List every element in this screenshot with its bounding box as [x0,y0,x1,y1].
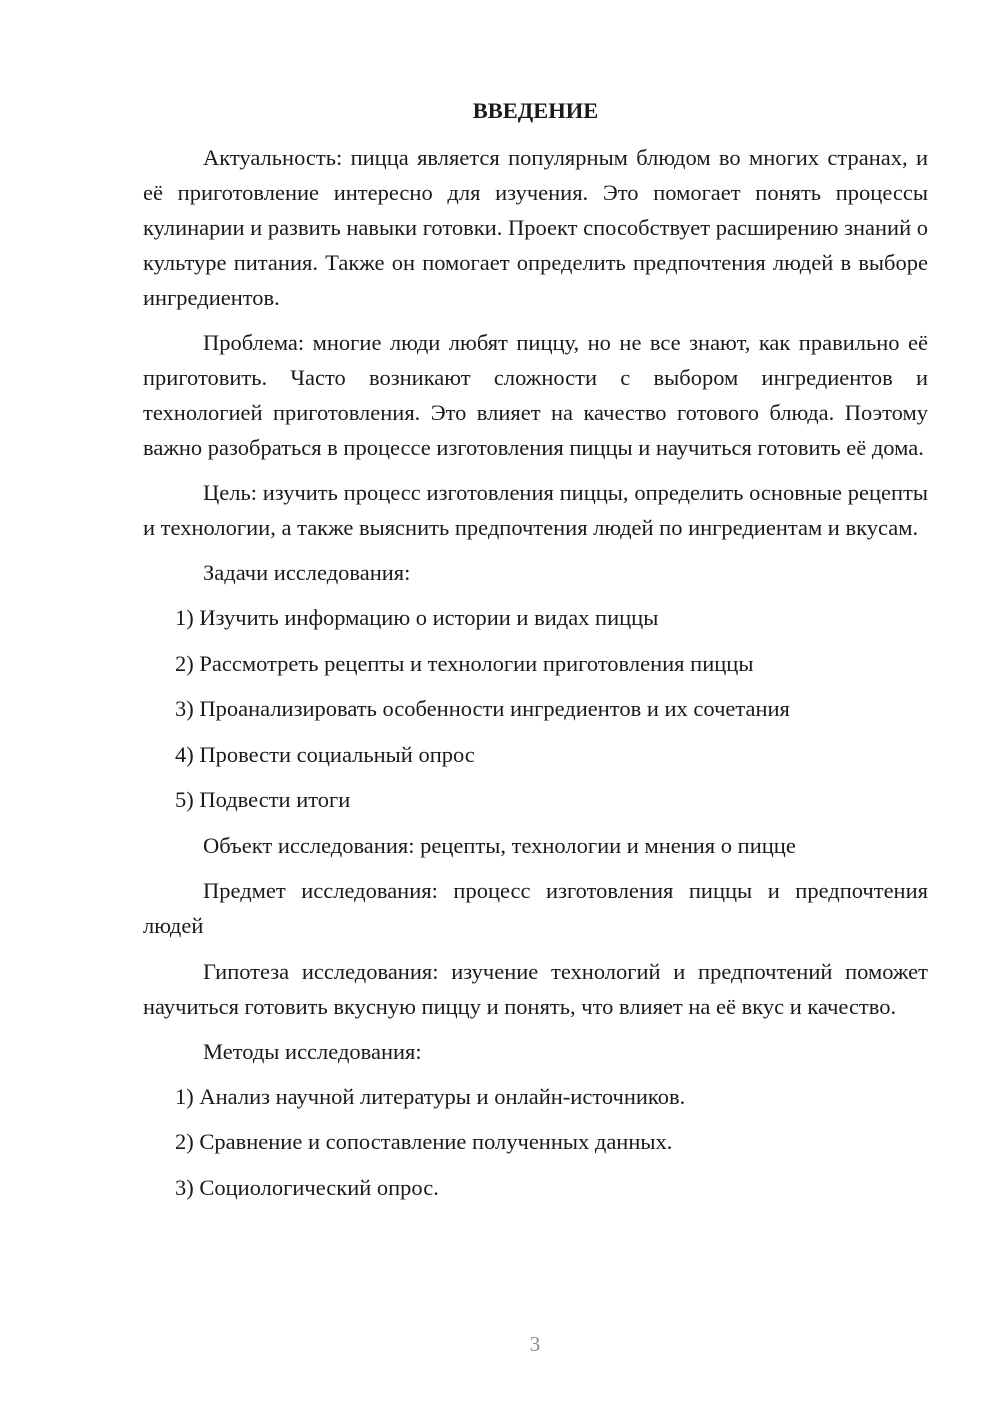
list-item: 3) Социологический опрос. [175,1174,439,1200]
list-item: 2) Рассмотреть рецепты и технологии приготовления пиццы [175,650,754,676]
methods-heading: Методы исследования: [203,1038,422,1064]
problem-paragraph: Проблема: многие люди любят пиццу, но не все знают, как правильно её приготовить. Часто возникают сложности с выбором ингредиентов и технологией приготовления. Это влияет на качество готового блюда. Поэтому важно разобраться в процессе изготовления пиццы и научиться готовить её дома. [143,330,928,460]
page-title: ВВЕДЕНИЕ [472,98,599,123]
relevance-paragraph: Актуальность: пицца является популярным блюдом во многих странах, и её приготовление интересно для изучения. Это помогает понять процессы кулинарии и развить навыки готовки. Проект способствует расширению знаний о культуре питания. Также он помогает определить предпочтения людей в выборе ингредиентов. [143,145,928,310]
hypothesis-paragraph: Гипотеза исследования: изучение технологий и предпочтений поможет научиться готовить вкусную пиццу и понять, что влияет на её вкус и качество. [143,958,928,1019]
page-number: 3 [529,1332,541,1356]
tasks-list [143,600,928,828]
methods-list [143,1079,928,1216]
subject-paragraph: Предмет исследования: процесс изготовления пиццы и предпочтения людей [143,877,928,938]
list-item: 2) Сравнение и сопоставление полученных данных. [175,1129,673,1154]
object-line: Объект исследования: рецепты, технологии и мнения о пицце [203,832,796,858]
list-item: 3) Проанализировать особенности ингредиентов и их сочетания [175,696,790,721]
list-item: 4) Провести социальный опрос [175,741,475,767]
goal-paragraph: Цель: изучить процесс изготовления пиццы, определить основные рецепты и технологии, а также выяснить предпочтения людей по ингредиентам и вкусам. [143,480,928,540]
list-item: 1) Анализ научной литературы и онлайн-источников. [175,1083,686,1109]
document-page [143,96,928,1215]
list-item: 5) Подвести итоги [175,787,351,812]
list-item: 1) Изучить информацию о истории и видах пиццы [175,605,659,630]
tasks-heading: Задачи исследования: [203,560,411,585]
